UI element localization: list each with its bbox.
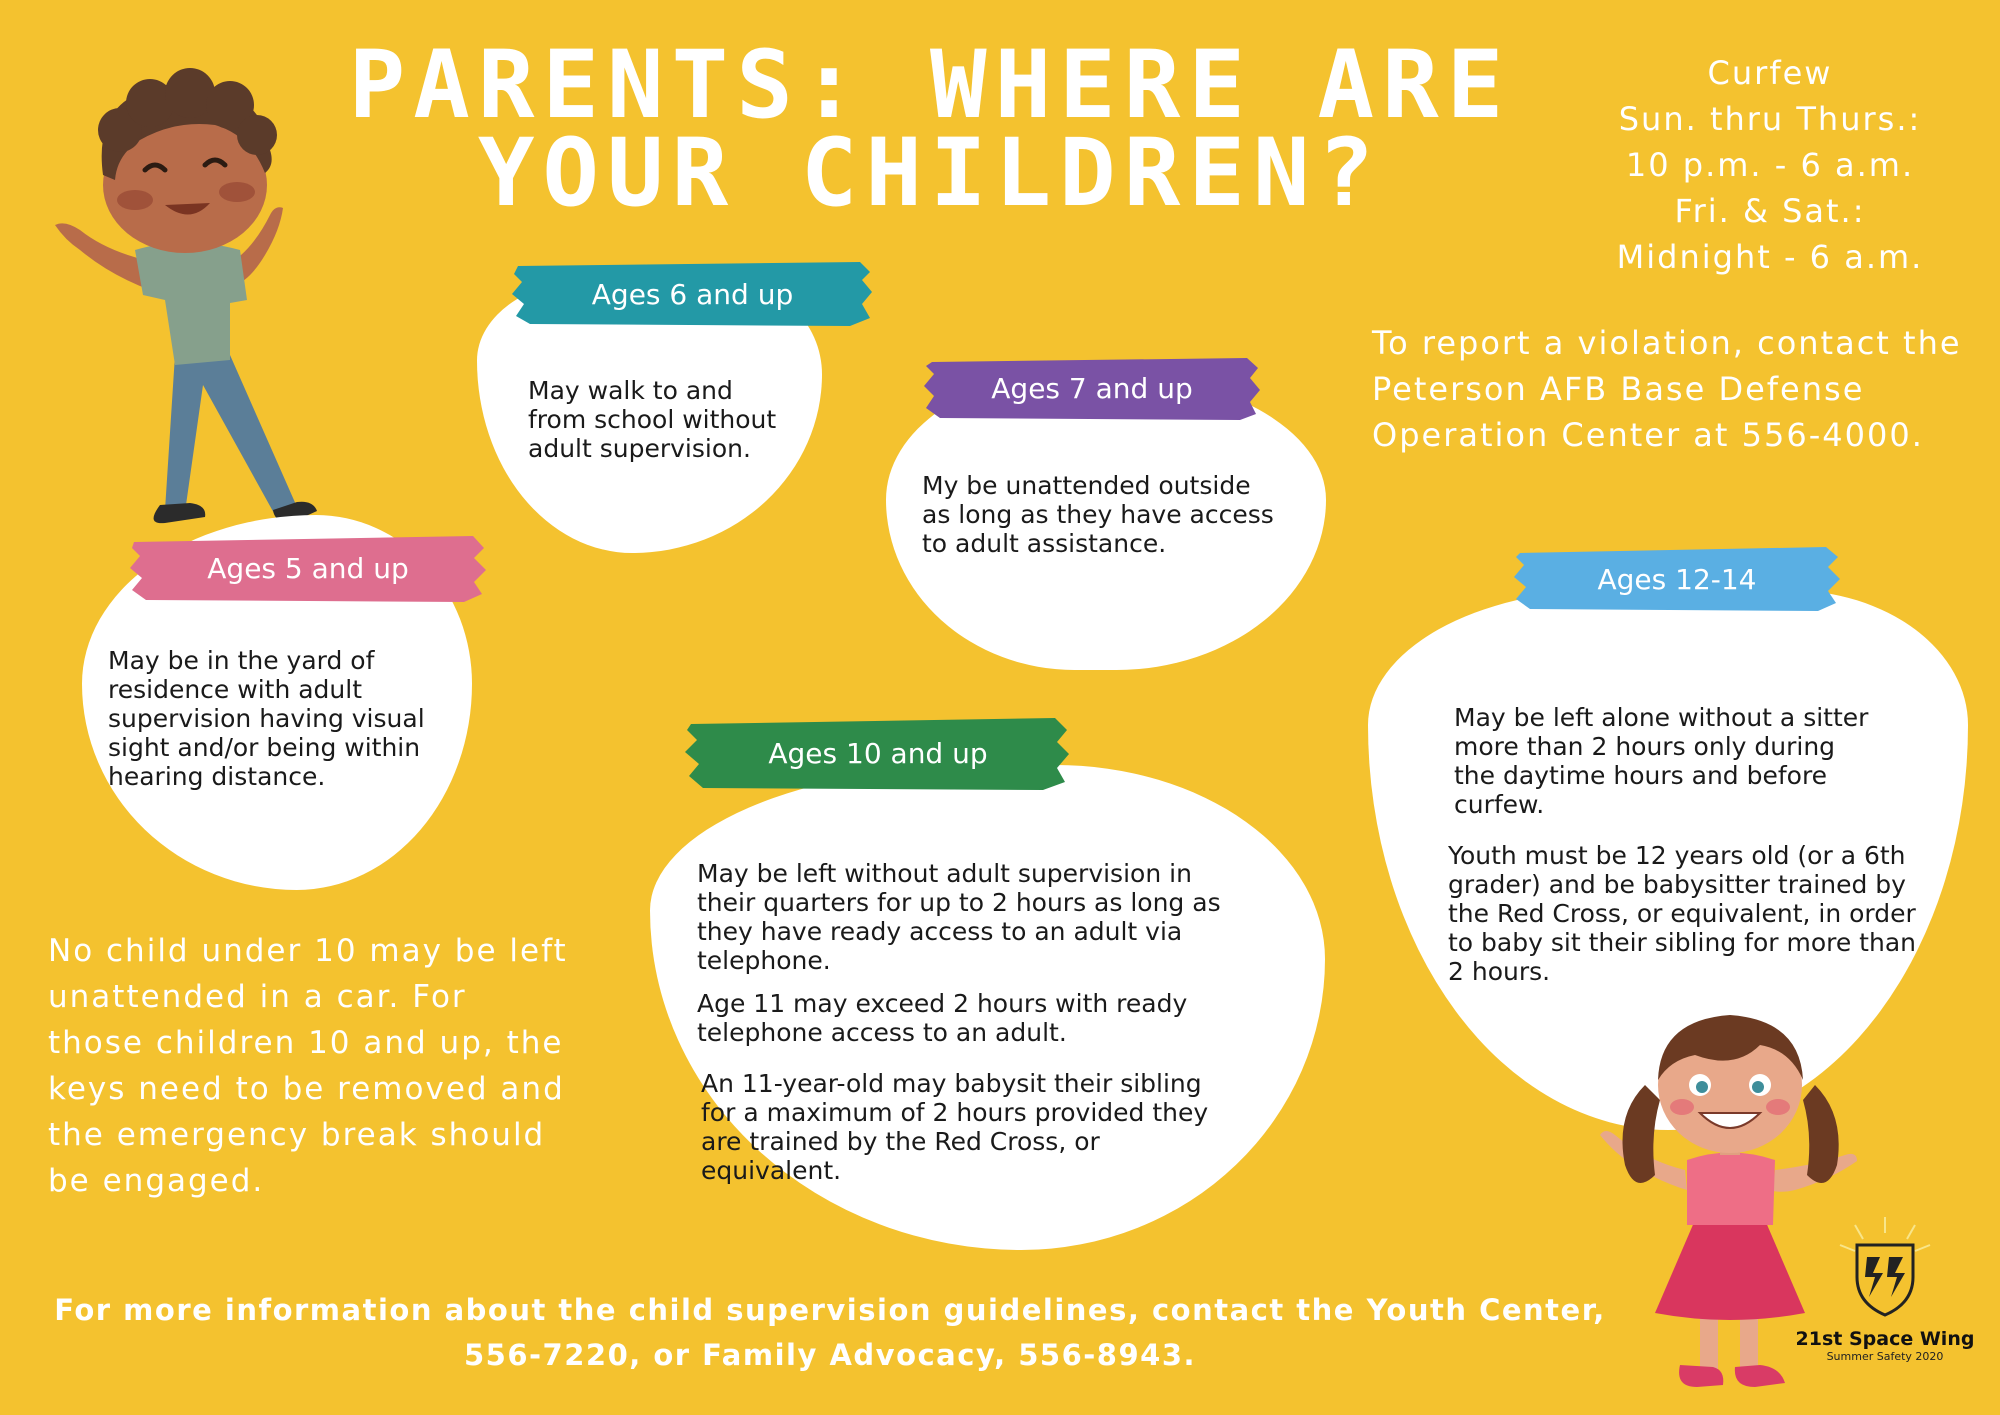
text-line: Age 11 may exceed 2 hours with ready: [697, 989, 1188, 1018]
text-line: No child under 10 may be left: [48, 933, 568, 969]
curfew-info: [1560, 50, 1980, 280]
text-line: My be unattended outside: [922, 471, 1251, 500]
page-title: [300, 31, 1560, 228]
text-line: those children 10 and up, the: [48, 1025, 564, 1061]
text-line: May be in the yard of: [108, 646, 375, 675]
ages-12-paragraph-1: [1448, 703, 1968, 819]
report-violation-text: [1372, 320, 1997, 458]
curfew-heading: Curfew: [1707, 54, 1833, 92]
ages-10-text: [697, 859, 1297, 1199]
text-line: curfew.: [1454, 790, 1545, 819]
curfew-weekday-hours: 10 p.m. - 6 a.m.: [1625, 146, 1915, 184]
ages-6-text: [528, 376, 818, 463]
text-line: as long as they have access: [922, 500, 1274, 529]
text-line: from school without: [528, 405, 777, 434]
report-line: Peterson AFB Base Defense: [1372, 370, 1865, 408]
footer-line-2: 556-7220, or Family Advocacy, 556-8943.: [463, 1338, 1197, 1372]
text-line: May be left without adult supervision in: [697, 859, 1192, 888]
ages-5-label: Ages 5 and up: [207, 551, 409, 585]
ages-10-paragraph-3: [697, 1069, 1297, 1185]
text-line: to adult assistance.: [922, 529, 1167, 558]
logo-subtitle: Summer Safety 2020: [1826, 1350, 1944, 1363]
21st-space-wing-logo: [1795, 1215, 1975, 1363]
text-line: Youth must be 12 years old (or a 6th: [1448, 841, 1906, 870]
text-line: May walk to and: [528, 376, 733, 405]
shield-emblem-icon: [1835, 1215, 1935, 1320]
car-safety-notice: [48, 928, 628, 1204]
ages-7-label: Ages 7 and up: [991, 371, 1193, 405]
text-line: keys need to be removed and: [48, 1071, 565, 1107]
ages-12-text: [1448, 703, 1968, 1000]
text-line: to baby sit their sibling for more than: [1448, 928, 1916, 957]
text-line: grader) and be babysitter trained by: [1448, 870, 1906, 899]
ages-10-paragraph-1: [697, 859, 1297, 975]
text-line: adult supervision.: [528, 434, 751, 463]
title-line-1: PARENTS: WHERE ARE: [348, 31, 1512, 140]
text-line: equivalent.: [701, 1156, 842, 1185]
text-line: for a maximum of 2 hours provided they: [701, 1098, 1209, 1127]
text-line: the Red Cross, or equivalent, in order: [1448, 899, 1916, 928]
text-line: telephone.: [697, 946, 831, 975]
ages-7-text: [922, 471, 1322, 558]
text-line: supervision having visual: [108, 704, 425, 733]
footer-line-1: For more information about the child supervision guidelines, contact the Youth Center,: [54, 1293, 1606, 1327]
text-line: more than 2 hours only during: [1454, 732, 1836, 761]
text-line: they have ready access to an adult via: [697, 917, 1183, 946]
curfew-weekend-label: Fri. & Sat.:: [1674, 192, 1866, 230]
boy-illustration: [25, 55, 335, 525]
text-line: the emergency break should: [48, 1117, 546, 1153]
text-line: telephone access to an adult.: [697, 1018, 1067, 1047]
text-line: 2 hours.: [1448, 957, 1551, 986]
curfew-weekend-hours: Midnight - 6 a.m.: [1616, 238, 1924, 276]
report-line: To report a violation, contact the: [1372, 324, 1962, 362]
ages-12-label: Ages 12-14: [1597, 562, 1757, 596]
ages-10-label: Ages 10 and up: [768, 736, 988, 770]
text-line: residence with adult: [108, 675, 363, 704]
text-line: are trained by the Red Cross, or: [701, 1127, 1100, 1156]
logo-name: 21st Space Wing: [1795, 1328, 1975, 1350]
text-line: their quarters for up to 2 hours as long as: [697, 888, 1221, 917]
text-line: May be left alone without a sitter: [1454, 703, 1869, 732]
text-line: be engaged.: [48, 1163, 265, 1199]
footer-contact-info: [40, 1288, 1620, 1378]
text-line: unattended in a car. For: [48, 979, 467, 1015]
title-line-2: YOUR CHILDREN?: [477, 119, 1383, 228]
ages-12-paragraph-2: [1448, 841, 1968, 986]
text-line: sight and/or being within: [108, 733, 421, 762]
ages-5-text: [108, 646, 468, 791]
curfew-weekday-label: Sun. thru Thurs.:: [1618, 100, 1922, 138]
ages-10-paragraph-2: [697, 989, 1297, 1047]
text-line: An 11-year-old may babysit their sibling: [701, 1069, 1202, 1098]
ages-6-label: Ages 6 and up: [591, 277, 794, 311]
text-line: hearing distance.: [108, 762, 326, 791]
report-line: Operation Center at 556-4000.: [1372, 416, 1924, 454]
text-line: the daytime hours and before: [1454, 761, 1828, 790]
